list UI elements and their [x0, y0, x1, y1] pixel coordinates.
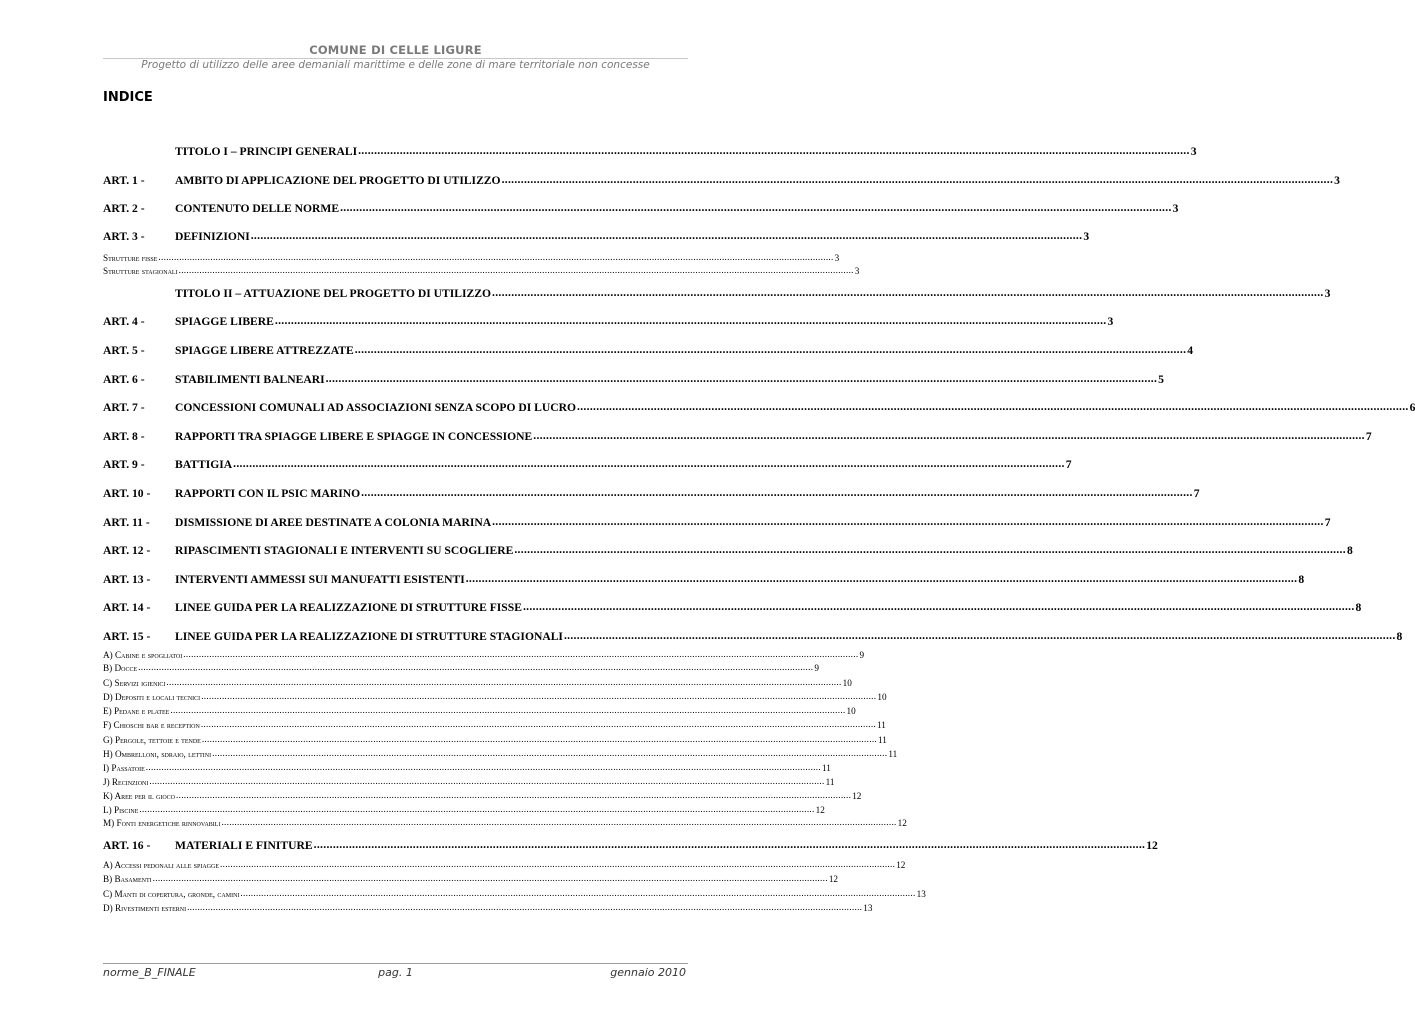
- toc-entry-title: C) Manti di copertura, gronde, camini: [103, 889, 240, 899]
- toc-subentry[interactable]: [103, 762, 831, 773]
- toc-subentry[interactable]: [103, 790, 862, 801]
- toc-entry-number: ART. 13 -: [103, 573, 151, 586]
- toc-entry-number: ART. 2 -: [103, 202, 145, 215]
- toc-entry-page: 3: [854, 266, 860, 276]
- dot-leader: ....................................................................................................................................................................................................................................................................: [139, 804, 815, 814]
- footer-divider: [103, 963, 688, 964]
- toc-entry-page: 8: [1396, 630, 1403, 643]
- toc-entry-page: 11: [888, 749, 898, 759]
- toc-entry-title: C) Servizi igienici: [103, 678, 166, 688]
- toc-subentry[interactable]: [103, 888, 926, 899]
- toc-entry-title: A) Cabine e spogliatoi: [103, 650, 183, 660]
- toc-entry-title: M) Fonti energetiche rinnovabili: [103, 818, 221, 828]
- toc-entry-number: ART. 4 -: [103, 315, 145, 328]
- toc-entry-page: 3: [834, 253, 840, 263]
- dot-leader: ....................................................................................................................................................................................................................................................................: [166, 677, 842, 687]
- toc-entry-title: TITOLO I – PRINCIPI GENERALI: [175, 145, 358, 158]
- toc-entry[interactable]: [103, 343, 1194, 357]
- toc-entry-title: AMBITO DI APPLICAZIONE DEL PROGETTO DI UTILIZZO: [175, 174, 501, 187]
- dot-leader: ....................................................................................................................................................................................................................................................................: [158, 252, 834, 262]
- toc-entry-title: D) Depositi e locali tecnici: [103, 692, 201, 702]
- toc-entry-page: 11: [878, 735, 887, 745]
- toc-entry-page: 10: [842, 678, 852, 688]
- toc-entry-title: SPIAGGE LIBERE: [175, 315, 274, 328]
- toc-entry-title: Strutture fisse: [103, 253, 158, 263]
- dot-leader: ....................................................................................................................................................................................................................................................................: [274, 314, 1107, 327]
- toc-entry[interactable]: [103, 372, 1164, 386]
- toc-entry-title: LINEE GUIDA PER LA REALIZZAZIONE DI STRUTTURE FISSE: [175, 601, 522, 614]
- toc-subentry[interactable]: [103, 677, 852, 688]
- dot-leader: ....................................................................................................................................................................................................................................................................: [250, 229, 1083, 242]
- dot-leader: ....................................................................................................................................................................................................................................................................: [361, 486, 1193, 499]
- footer-page-number: pag. 1: [378, 966, 413, 979]
- toc-entry-page: 12: [1146, 839, 1158, 852]
- toc-entry-title: B) Basamenti: [103, 874, 152, 884]
- toc-entry-number: ART. 10 -: [103, 487, 151, 500]
- toc-entry-page: 10: [877, 692, 887, 702]
- toc-entry-number: ART. 6 -: [103, 373, 145, 386]
- index-heading: INDICE: [103, 90, 153, 105]
- toc-entry-page: 3: [1324, 287, 1331, 300]
- toc-entry-number: ART. 1 -: [103, 174, 145, 187]
- dot-leader: ....................................................................................................................................................................................................................................................................: [325, 372, 1158, 385]
- toc-entry-title: J) Recinzioni: [103, 777, 149, 787]
- toc-subentry[interactable]: [103, 873, 838, 884]
- toc-entry[interactable]: [103, 144, 1197, 158]
- toc-subentry[interactable]: [103, 776, 835, 787]
- footer-date: gennaio 2010: [610, 966, 686, 979]
- dot-leader: ....................................................................................................................................................................................................................................................................: [187, 902, 863, 912]
- toc-entry-page: 8: [1355, 601, 1362, 614]
- toc-entry-number: ART. 15 -: [103, 630, 151, 643]
- toc-entry-page: 3: [1107, 315, 1114, 328]
- toc-subentry[interactable]: [103, 902, 873, 913]
- toc-entry-title: LINEE GUIDA PER LA REALIZZAZIONE DI STRUTTURE STAGIONALI: [175, 630, 563, 643]
- toc-entry-title: STABILIMENTI BALNEARI: [175, 373, 325, 386]
- dot-leader: ....................................................................................................................................................................................................................................................................: [201, 734, 878, 744]
- toc-entry-title: A) Accessi pedonali alle spiagge: [103, 860, 220, 870]
- toc-entry-title: D) Rivestimenti esterni: [103, 903, 187, 913]
- toc-entry[interactable]: [103, 543, 1353, 557]
- dot-leader: ....................................................................................................................................................................................................................................................................: [183, 649, 859, 659]
- toc-entry-page: 8: [1298, 573, 1305, 586]
- toc-entry-page: 13: [863, 903, 873, 913]
- dot-leader: ....................................................................................................................................................................................................................................................................: [340, 201, 1172, 214]
- toc-entry-title: K) Aree per il gioco: [103, 791, 176, 801]
- toc-subentry[interactable]: [103, 859, 906, 870]
- toc-entry[interactable]: [103, 600, 1362, 614]
- dot-leader: ....................................................................................................................................................................................................................................................................: [212, 748, 888, 758]
- toc-entry-page: 3: [1172, 202, 1179, 215]
- toc-subentry[interactable]: [103, 662, 819, 673]
- toc-subentry[interactable]: [103, 649, 865, 660]
- toc-entry-page: 6: [1409, 401, 1415, 414]
- toc-entry-page: 8: [1346, 544, 1353, 557]
- toc-entry-title: E) Pedane e platee: [103, 706, 170, 716]
- toc-entry-title: MATERIALI E FINITURE: [175, 839, 313, 852]
- toc-entry-page: 5: [1158, 373, 1164, 386]
- toc-entry-title: Strutture stagionali: [103, 266, 178, 276]
- toc-entry-title: I) Passatoie: [103, 763, 145, 773]
- toc-entry-number: ART. 11 -: [103, 516, 150, 529]
- toc-entry-number: ART. 5 -: [103, 344, 145, 357]
- dot-leader: ....................................................................................................................................................................................................................................................................: [533, 429, 1365, 442]
- toc-subentry[interactable]: [103, 705, 856, 716]
- toc-entry-page: 4: [1187, 344, 1194, 357]
- dot-leader: ....................................................................................................................................................................................................................................................................: [178, 265, 854, 275]
- dot-leader: ....................................................................................................................................................................................................................................................................: [577, 400, 1409, 413]
- toc-entry-title: BATTIGIA: [175, 458, 233, 471]
- toc-entry-page: 11: [821, 763, 831, 773]
- toc-subentry[interactable]: [103, 734, 887, 745]
- header-subtitle: Progetto di utilizzo delle aree demaniali marittime e delle zone di mare territoriale non concesse: [141, 59, 650, 71]
- toc-entry[interactable]: [103, 286, 1331, 300]
- toc-entry[interactable]: [103, 838, 1158, 852]
- dot-leader: ....................................................................................................................................................................................................................................................................: [358, 144, 1190, 157]
- dot-leader: ....................................................................................................................................................................................................................................................................: [240, 888, 916, 898]
- toc-entry[interactable]: [103, 629, 1403, 643]
- toc-entry-title: SPIAGGE LIBERE ATTREZZATE: [175, 344, 354, 357]
- toc-subentry[interactable]: [103, 748, 898, 759]
- toc-entry[interactable]: [103, 572, 1305, 586]
- toc-subentry[interactable]: [103, 719, 886, 730]
- toc-entry-title: B) Docce: [103, 663, 138, 673]
- toc-entry-page: 3: [1083, 230, 1090, 243]
- toc-entry-title: INTERVENTI AMMESSI SUI MANUFATTI ESISTENTI: [175, 573, 465, 586]
- toc-entry[interactable]: [103, 429, 1372, 443]
- toc-entry[interactable]: [103, 229, 1090, 243]
- toc-entry-page: 7: [1365, 430, 1372, 443]
- toc-entry-title: CONTENUTO DELLE NORME: [175, 202, 340, 215]
- toc-entry-title: DISMISSIONE DI AREE DESTINATE A COLONIA MARINA: [175, 516, 492, 529]
- toc-entry-page: 12: [828, 874, 838, 884]
- footer-filename: norme_B_FINALE: [103, 966, 196, 979]
- toc-subentry[interactable]: [103, 817, 907, 828]
- dot-leader: ....................................................................................................................................................................................................................................................................: [170, 705, 846, 715]
- toc-entry-title: L) Piscine: [103, 805, 139, 815]
- toc-entry-title: RAPPORTI TRA SPIAGGE LIBERE E SPIAGGE IN CONCESSIONE: [175, 430, 533, 443]
- toc-entry-title: CONCESSIONI COMUNALI AD ASSOCIAZIONI SENZA SCOPO DI LUCRO: [175, 401, 577, 414]
- toc-entry-page: 7: [1193, 487, 1200, 500]
- dot-leader: ....................................................................................................................................................................................................................................................................: [563, 629, 1396, 642]
- toc-entry-page: 9: [859, 650, 865, 660]
- toc-subentry[interactable]: [103, 252, 840, 263]
- toc-entry-page: 3: [1190, 145, 1197, 158]
- toc-entry-number: ART. 9 -: [103, 458, 145, 471]
- toc-subentry[interactable]: [103, 691, 887, 702]
- toc-entry-page: 7: [1324, 516, 1331, 529]
- table-of-contents: [103, 0, 1415, 1024]
- dot-leader: ....................................................................................................................................................................................................................................................................: [354, 343, 1187, 356]
- toc-entry-title: G) Pergole, tettoie e tende: [103, 735, 201, 745]
- toc-entry[interactable]: [103, 201, 1179, 215]
- toc-entry-number: ART. 3 -: [103, 230, 145, 243]
- toc-entry-number: ART. 8 -: [103, 430, 145, 443]
- dot-leader: ....................................................................................................................................................................................................................................................................: [221, 817, 897, 827]
- dot-leader: ....................................................................................................................................................................................................................................................................: [149, 776, 825, 786]
- dot-leader: ....................................................................................................................................................................................................................................................................: [313, 838, 1146, 851]
- toc-entry-page: 13: [916, 889, 926, 899]
- dot-leader: ....................................................................................................................................................................................................................................................................: [465, 572, 1298, 585]
- toc-subentry[interactable]: [103, 804, 825, 815]
- dot-leader: ....................................................................................................................................................................................................................................................................: [145, 762, 821, 772]
- dot-leader: ....................................................................................................................................................................................................................................................................: [492, 286, 1324, 299]
- toc-entry-number: ART. 16 -: [103, 839, 151, 852]
- toc-entry-page: 7: [1065, 458, 1072, 471]
- dot-leader: ....................................................................................................................................................................................................................................................................: [220, 859, 896, 869]
- toc-entry[interactable]: [103, 457, 1072, 471]
- dot-leader: ....................................................................................................................................................................................................................................................................: [138, 662, 814, 672]
- toc-entry[interactable]: [103, 400, 1415, 414]
- toc-entry-page: 3: [1334, 174, 1340, 187]
- toc-entry-title: RAPPORTI CON IL PSIC MARINO: [175, 487, 361, 500]
- toc-entry-title: H) Ombrelloni, sdraio, lettini: [103, 749, 212, 759]
- dot-leader: ....................................................................................................................................................................................................................................................................: [201, 691, 877, 701]
- dot-leader: ....................................................................................................................................................................................................................................................................: [176, 790, 852, 800]
- toc-entry-page: 12: [896, 860, 906, 870]
- toc-entry-title: TITOLO II – ATTUAZIONE DEL PROGETTO DI UTILIZZO: [175, 287, 492, 300]
- toc-entry-page: 12: [815, 805, 825, 815]
- dot-leader: ....................................................................................................................................................................................................................................................................: [152, 873, 828, 883]
- toc-entry-number: ART. 14 -: [103, 601, 151, 614]
- dot-leader: ....................................................................................................................................................................................................................................................................: [200, 719, 877, 729]
- toc-entry-title: F) Chioschi bar e reception: [103, 720, 200, 730]
- dot-leader: ....................................................................................................................................................................................................................................................................: [501, 173, 1334, 186]
- dot-leader: ....................................................................................................................................................................................................................................................................: [514, 543, 1346, 556]
- toc-entry-page: 9: [814, 663, 819, 673]
- dot-leader: ....................................................................................................................................................................................................................................................................: [522, 600, 1355, 613]
- toc-entry[interactable]: [103, 486, 1200, 500]
- toc-entry-page: 11: [877, 720, 886, 730]
- toc-entry[interactable]: [103, 173, 1340, 187]
- toc-entry-number: ART. 7 -: [103, 401, 145, 414]
- toc-entry-number: ART. 12 -: [103, 544, 151, 557]
- toc-entry[interactable]: [103, 515, 1331, 529]
- toc-entry[interactable]: [103, 314, 1114, 328]
- toc-entry-page: 12: [897, 818, 907, 828]
- toc-entry-page: 10: [846, 706, 856, 716]
- toc-entry-page: 11: [825, 777, 835, 787]
- toc-subentry[interactable]: [103, 265, 860, 276]
- header-title: COMUNE DI CELLE LIGURE: [309, 43, 482, 57]
- dot-leader: ....................................................................................................................................................................................................................................................................: [233, 457, 1065, 470]
- toc-entry-page: 12: [852, 791, 862, 801]
- toc-entry-title: RIPASCIMENTI STAGIONALI E INTERVENTI SU SCOGLIERE: [175, 544, 514, 557]
- toc-entry-title: DEFINIZIONI: [175, 230, 250, 243]
- dot-leader: ....................................................................................................................................................................................................................................................................: [492, 515, 1324, 528]
